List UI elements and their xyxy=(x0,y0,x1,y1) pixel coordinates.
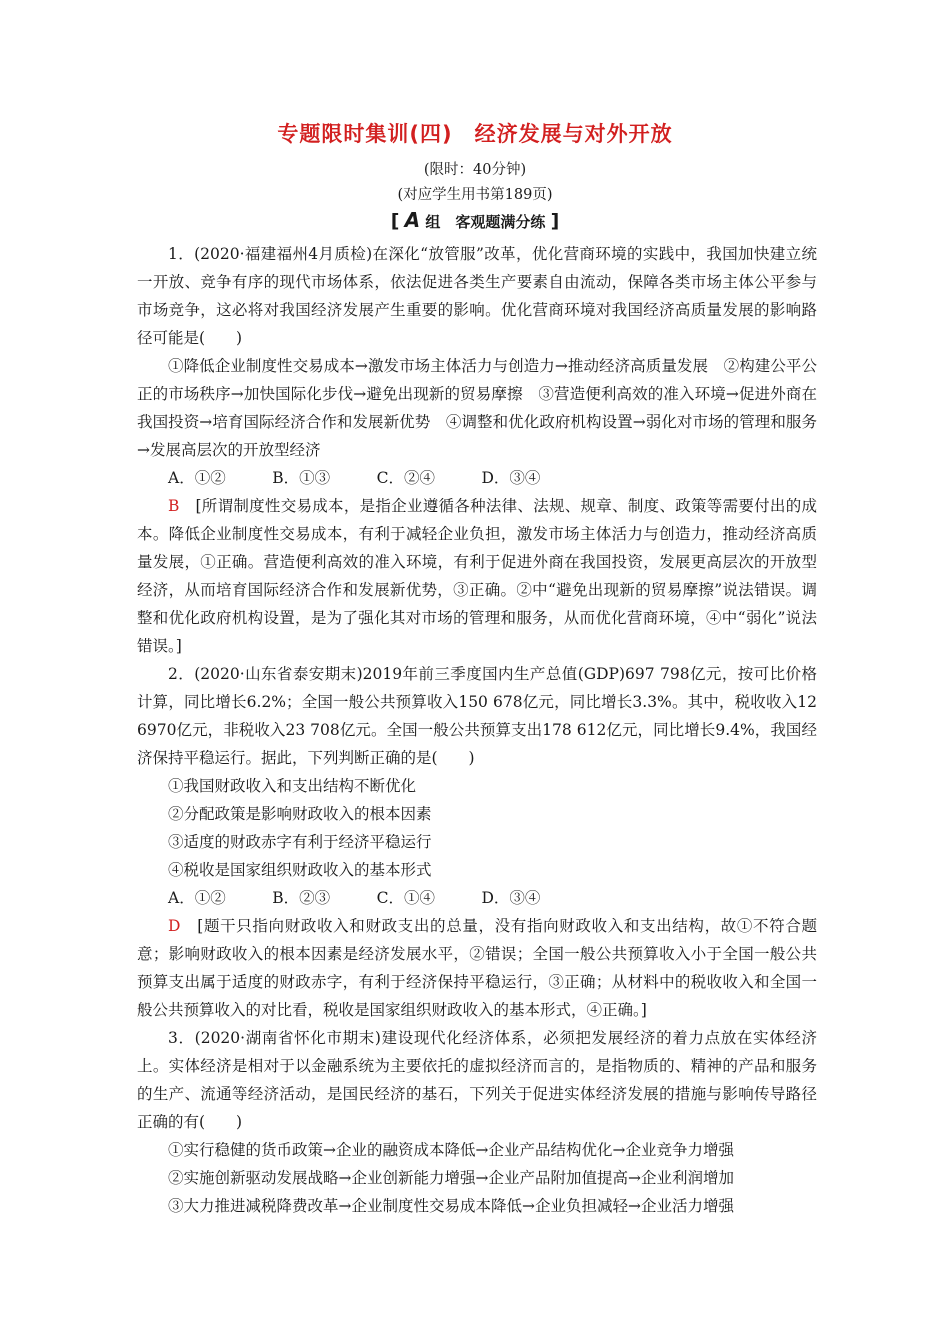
q2-stem: 2．(2020·山东省泰安期末)2019年前三季度国内生产总值(GDP)697 798亿元，按可比价格计算，同比增长6.2%；全国一般公共预算收入150 678亿元，同比增长3.3%。其中，税收收入12 6970亿元，非税收入23 708亿元。全国一般公共预算支出178 612亿元，同比增长9.4%，我国经济保持平稳运行。据此，下列判断正确的是( ) xyxy=(137,665,817,767)
time-limit: (限时：40分钟) xyxy=(423,162,527,178)
q2-item: ③适度的财政赤字有利于经济平稳运行 xyxy=(168,833,432,851)
book-reference: (对应学生用书第189页) xyxy=(397,187,553,203)
q3-stem: 3．(2020·湖南省怀化市期末)建设现代化经济体系，必须把发展经济的着力点放在实体经济上。实体经济是相对于以金融系统为主要依托的虚拟经济而言的，是指物质的、精神的产品和服务的生产、流通等经济活动，是国民经济的基石，下列关于促进实体经济发展的措施与影响传导路径正确的有( ) xyxy=(137,1029,817,1131)
q2-item: ④税收是国家组织财政收入的基本形式 xyxy=(168,861,432,879)
q2-explanation: [题干只指向财政收入和财政支出的总量，没有指向财政收入和支出结构，故①不符合题意；影响财政收入的根本因素是经济发展水平，②错误；全国一般公共预算收入小于全国一般公共预算支出属于适度的财政赤字，有利于经济保持平稳运行，③正确；从材料中的税收收入和全国一般公共预算收入的对比看，税收是国家组织财政收入的基本形式，④正确。] xyxy=(137,917,817,1019)
q3-item: ②实施创新驱动发展战略→企业创新能力增强→企业产品附加值提高→企业利润增加 xyxy=(168,1169,734,1187)
q3-item: ③大力推进减税降费改革→企业制度性交易成本降低→企业负担减轻→企业活力增强 xyxy=(168,1197,734,1215)
q2-item: ①我国财政收入和支出结构不断优化 xyxy=(168,777,417,795)
group-letter: A xyxy=(404,208,421,232)
page-title: 专题限时集训(四) 经济发展与对外开放 xyxy=(277,122,673,146)
q1-answer: B xyxy=(168,497,180,515)
q1-explanation: [所谓制度性交易成本，是指企业遵循各种法律、法规、规章、制度、政策等需要付出的成本。降低企业制度性交易成本，有利于减轻企业负担，激发市场主体活力与创造力，推动经济高质量发展，①正确。营造便利高效的准入环境，有利于促进外商在我国投资，发展更高层次的开放型经济，从而培育国际经济合作和发展新优势，③正确。②中“避免出现新的贸易摩擦”说法错误。调整和优化政府机构设置，是为了强化其对市场的管理和服务，从而优化营商环境，④中“弱化”说法错误。] xyxy=(137,497,817,655)
q2-item: ②分配政策是影响财政收入的根本因素 xyxy=(168,805,432,823)
q2-answer-block xyxy=(137,912,817,1024)
q2-options: A．①② B．②③ C．①④ D．③④ xyxy=(168,889,541,907)
q1-items: ①降低企业制度性交易成本→激发市场主体活力与创造力→推动经济高质量发展 ②构建公平公正的市场秩序→加快国际化步伐→避免出现新的贸易摩擦 ③营造便利高效的准入环境→促进外商在我国投资→培育国际经济合作和发展新优势 ④调整和优化政府机构设置→弱化对市场的管理和服务→发展高层次的开放型经济 xyxy=(137,357,817,459)
q2-answer: D xyxy=(168,917,181,935)
bracket-close: ] xyxy=(550,210,560,232)
q1-stem: 1．(2020·福建福州4月质检)在深化“放管服”改革，优化营商环境的实践中，我国加快建立统一开放、竞争有序的现代市场体系，依法促进各类生产要素自由流动，保障各类市场主体公平参与市场竞争，这必将对我国经济发展产生重要的影响。优化营商环境对我国经济高质量发展的影响路径可能是( ) xyxy=(137,245,817,347)
bracket-open: [ xyxy=(390,210,400,232)
group-heading xyxy=(0,208,950,232)
q3-item: ①实行稳健的货币政策→企业的融资成本降低→企业产品结构优化→企业竞争力增强 xyxy=(168,1141,734,1159)
question-body xyxy=(137,240,817,1220)
q1-answer-block xyxy=(137,492,817,660)
q1-options: A．①② B．①③ C．②④ D．③④ xyxy=(168,469,541,487)
group-label: 组 客观题满分练 xyxy=(425,213,546,231)
